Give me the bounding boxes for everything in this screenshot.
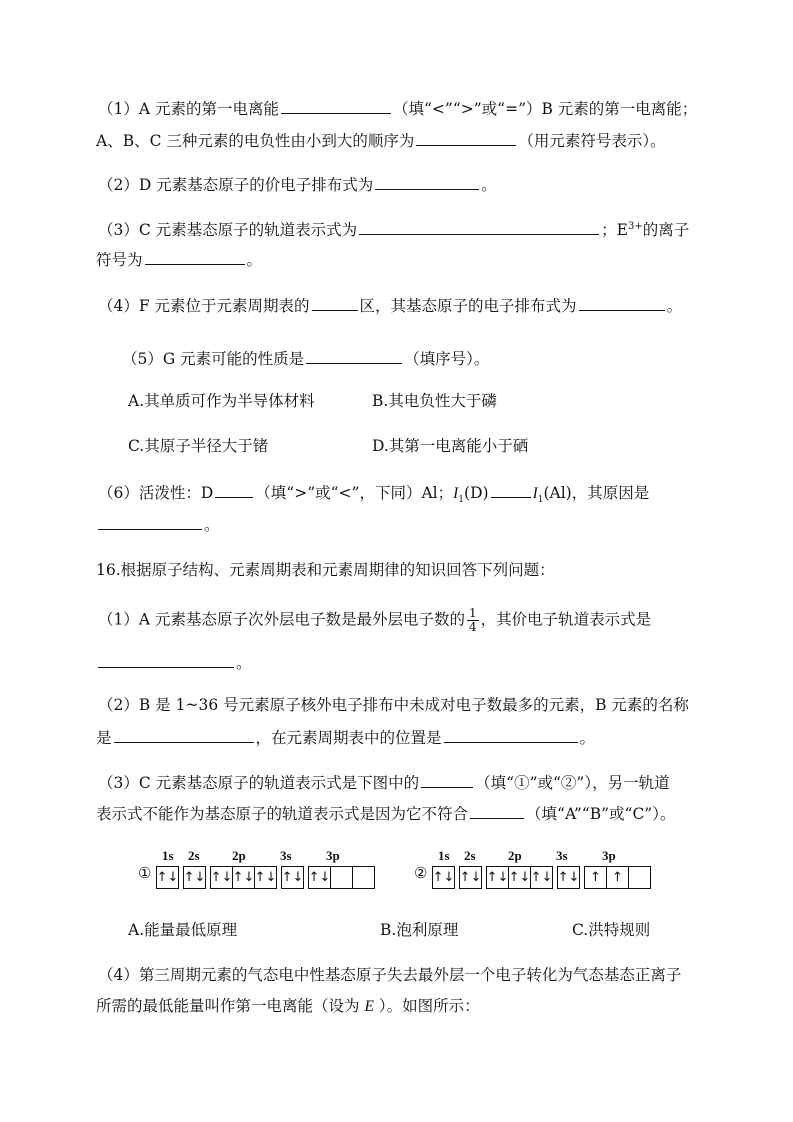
q15-p3-blank1[interactable] — [359, 217, 599, 235]
q15-p3-blank2[interactable] — [145, 247, 245, 265]
orbital-box: ↑ — [584, 866, 607, 889]
q16-title: 16.根据原子结构、元素周期表和元素周期律的知识回答下列问题： — [96, 561, 555, 579]
diagram-2-boxes — [432, 866, 651, 888]
q16-p2-text-c: 。 — [579, 729, 596, 747]
q16-part2-line1: （2）B 是 1~36 号元素原子核外电子排布中未成对电子数最多的元素，B 元素的名称 — [98, 696, 689, 714]
q16-p1-end: 。 — [236, 654, 252, 672]
q15-p6-al: (Al) — [543, 484, 572, 502]
q15-p3-text-a: （3）C 元素基态原子的轨道表示式为 — [98, 221, 358, 240]
q15-p4-blank1[interactable] — [312, 293, 358, 311]
q15-part5 — [122, 346, 489, 370]
q15-p6-blank3[interactable] — [98, 512, 202, 530]
q16-p1-text-a: （1）A 元素基态原子次外层电子数是最外层电子数的 — [98, 610, 465, 629]
orbital-box: ↑↓ — [459, 866, 482, 889]
q15-p5-blank[interactable] — [306, 346, 402, 364]
q16-option-b[interactable]: B.泡利原理 — [380, 921, 459, 939]
q15-p1-text-a: （1）A 元素的第一电离能 — [98, 100, 279, 118]
q16-p3-text-b: （填“①”或“②”），另一轨道 — [475, 774, 670, 792]
q16-p1-numerator: 1 — [468, 606, 477, 620]
orbital-box: ↑↓ — [183, 866, 206, 889]
diagram-1-label-3s: 3s — [280, 848, 292, 863]
diagram-1-label-2p: 2p — [232, 848, 246, 863]
q15-p3-text-e: 。 — [246, 251, 263, 269]
q16-part4-line2 — [96, 995, 480, 1018]
q16-p1-blank[interactable] — [98, 650, 234, 668]
diagram-2-label-3p: 3p — [602, 848, 616, 863]
q16-option-a[interactable]: A.能量最低原理 — [128, 921, 238, 939]
q16-part4-line1: （4）第三周期元素的气态电中性基态原子失去最外层一个电子转化为气态基态正离子 — [98, 966, 682, 984]
q16-p2-text-a: 是 — [96, 729, 112, 747]
q16-p1-fraction — [467, 607, 479, 634]
diagram-2-label-2p: 2p — [508, 848, 522, 863]
q15-option-d[interactable]: D.其第一电离能小于硒 — [372, 437, 529, 455]
diagram-1-label-2s: 2s — [188, 848, 200, 863]
q16-p4-e: E — [364, 998, 374, 1015]
orbital-box: ↑↓ — [486, 866, 509, 889]
orbital-box: ↑↓ — [530, 866, 553, 889]
orbital-box: ↑ — [606, 866, 629, 889]
q15-p2-text-a: （2）D 元素基态原子的价电子排布式为 — [98, 176, 374, 194]
q16-p3-text-d: （填“A”“B”或“C”）。 — [526, 805, 676, 823]
diagram-1-marker: ① — [138, 864, 152, 882]
q15-p1-blank1[interactable] — [281, 96, 391, 114]
q15-p6-i1: I — [453, 485, 459, 502]
q15-p1-text-d: （用元素符号表示）。 — [518, 132, 666, 150]
q16-p2-blank2[interactable] — [444, 725, 578, 743]
q15-p3-superscript: 3+ — [627, 221, 643, 232]
q15-p6-end: 。 — [204, 516, 220, 534]
q15-p1-text-c: A、B、C 三种元素的电负性由小到大的顺序为 — [96, 132, 415, 150]
q16-part1-line1 — [98, 607, 651, 634]
q15-part3-line2 — [96, 247, 262, 271]
q16-p1-text-b: ，其价电子轨道表示式是 — [480, 610, 652, 629]
orbital-box: ↑↓ — [557, 866, 580, 889]
diagram-2-marker: ② — [414, 864, 428, 882]
orbital-box: ↑↓ — [508, 866, 531, 889]
q15-p2-text-b: 。 — [481, 176, 497, 194]
q16-p2-text-b: ，在元素周期表中的位置是 — [255, 729, 442, 747]
q15-p1-text-b: （填“<”“>”或“=”）B 元素的第一电离能； — [392, 100, 698, 118]
q15-p1-blank2[interactable] — [416, 128, 516, 146]
q16-part1-line2 — [96, 650, 252, 674]
q16-p3-text-c: 表示式不能作为基态原子的轨道表示式是因为它不符合 — [96, 805, 469, 823]
diagram-1-boxes — [156, 866, 375, 888]
q15-part4 — [98, 293, 682, 317]
q15-p6-blank2[interactable] — [491, 480, 531, 498]
q15-p6-i2: I — [532, 485, 538, 502]
orbital-box: ↑↓ — [210, 866, 233, 889]
orbital-box — [628, 866, 651, 889]
orbital-box: ↑↓ — [308, 866, 331, 889]
orbital-diagram-1[interactable] — [138, 848, 378, 890]
q15-option-b[interactable]: B.其电负性大于磷 — [372, 392, 497, 410]
diagram-2-label-1s: 1s — [438, 848, 450, 863]
diagram-2-labels — [432, 848, 662, 864]
diagram-1-label-1s: 1s — [162, 848, 174, 863]
q15-part2 — [98, 172, 497, 196]
q15-p4-text-b: 区，其基态原子的电子排布式为 — [359, 297, 577, 315]
diagram-2-label-3s: 3s — [556, 848, 568, 863]
orbital-box: ↑↓ — [432, 866, 455, 889]
q15-part1-line1 — [98, 96, 697, 120]
q15-p6-text-b: （填“>”或“<”，下同）Al； — [255, 484, 454, 502]
q15-part1-line2 — [96, 128, 666, 152]
q15-p6-sub2: 1 — [537, 495, 544, 506]
q16-p3-text-a: （3）C 元素基态原子的轨道表示式是下图中的 — [98, 774, 420, 792]
q15-p6-blank1[interactable] — [215, 480, 253, 498]
q16-p3-blank2[interactable] — [470, 801, 524, 819]
q15-p6-text-c: ，其原因是 — [571, 484, 650, 502]
q16-p4-text-a: 所需的最低能量叫作第一电离能（设为 — [96, 997, 360, 1015]
q15-p6-d: (D) — [464, 484, 489, 502]
q16-p4-text-b: ）。如图所示： — [378, 997, 480, 1015]
q15-p5-text-b: （填序号）。 — [404, 350, 490, 368]
diagram-2-label-2s: 2s — [464, 848, 476, 863]
q15-p3-text-b: ；E — [601, 221, 628, 240]
q15-p4-text-a: （4）F 元素位于元素周期表的 — [98, 297, 310, 315]
q16-option-c[interactable]: C.洪特规则 — [572, 921, 651, 939]
orbital-box: ↑↓ — [232, 866, 255, 889]
q16-p1-denominator: 4 — [468, 620, 477, 634]
orbital-box — [330, 866, 353, 889]
q16-part2-line2 — [96, 725, 595, 749]
q15-p6-text-a: （6）活泼性：D — [98, 484, 214, 502]
q16-p3-blank1[interactable] — [421, 770, 473, 788]
q16-p2-blank1[interactable] — [114, 725, 254, 743]
orbital-box: ↑↓ — [254, 866, 277, 889]
q16-part3-line2 — [96, 801, 675, 825]
q16-part3-line1 — [98, 770, 670, 794]
q15-option-a[interactable]: A.其单质可作为半导体材料 — [128, 392, 315, 410]
q15-p3-text-c: 的离子 — [642, 221, 690, 240]
q15-p4-blank2[interactable] — [579, 293, 665, 311]
diagram-1-labels — [156, 848, 386, 864]
q15-part6-line1 — [98, 480, 649, 511]
q15-p5-text-a: （5）G 元素可能的性质是 — [122, 350, 305, 368]
q15-p4-text-c: 。 — [666, 297, 683, 315]
q15-part3-line1 — [98, 216, 689, 241]
orbital-diagram-2[interactable] — [414, 848, 654, 890]
q15-option-c[interactable]: C.其原子半径大于锗 — [128, 437, 269, 455]
q15-p3-text-d: 符号为 — [96, 251, 143, 269]
orbital-box: ↑↓ — [156, 866, 179, 889]
diagram-1-label-3p: 3p — [326, 848, 340, 863]
q15-p6-sub1: 1 — [458, 495, 465, 506]
orbital-box: ↑↓ — [281, 866, 304, 889]
q15-part6-line2 — [96, 512, 220, 536]
q15-p2-blank[interactable] — [375, 172, 479, 190]
orbital-box — [352, 866, 375, 889]
